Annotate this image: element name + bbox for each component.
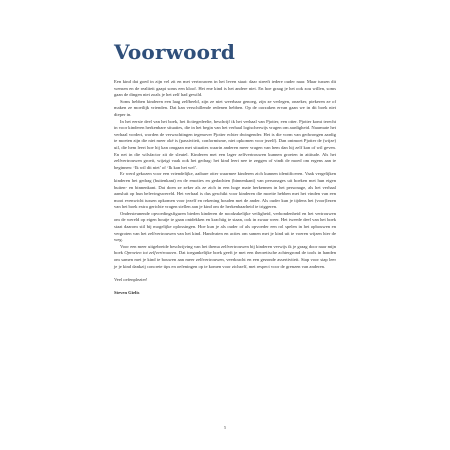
paragraph-3: In het eerste deel van het boek, het fictiegedeelte, beschrijf ik het verhaal van Pjotter, een otter. Pjotter komt terecht in voor kinderen herkenbare situaties, die in het begin van het verhaal logischerwijs vragen om aardigheid. Naarmate het verhaal vordert, worden de verwachtingen tegenover Pjotter echter dwingender. Het is die vorm van gedwongen aardig te moeten zijn die niet meer oké is (passiviteit, conformisme, niet opkomen voor jezelf). Dan ontmoet Pjotter de (wijze) uil, die hem leert hoe hij kan omgaan met situaties waarin anderen meer vragen van hem dan hij zelf kan of wil geven. En net in die wilsfactor zit de sleutel. Kinderen met een lager zelfvertrouwen kunnen groeien in attitude. Als het zelfvertrouwen groeit, wijzigt vaak ook het gedrag: het kind leert nee te zeggen of vindt de moed om ergens aan te beginnen: ‘Ik wil dit niet’ of ‘Ik kan het wel’. [114,118,336,170]
author-signature: Steven Gielis [114,290,140,295]
paragraph-4: Er werd gekozen voor een vriendelijke, aaibare otter waarmee kinderen zich kunnen identificeren. Vaak vergelijken kinderen het gedrag (buitenkant) en de emoties en gedachten (binnenkant) van personages uit boeken met hun eigen buiten- en binnenkant. Dat doen ze zeker als ze zich in een hoge mate herkennen in het personage, als het verhaal aansluit op hun belevingswereld. Het verhaal is dus geschikt voor kinderen die moeite hebben met het vinden van een mooi evenwicht tussen opkomen voor jezelf en rekening houden met de ander. Als ouder kun je tijdens het (voor)lezen van het boek extra gerichte vragen stellen aan je kind om de herkenbaarheid te triggeren. [114,171,336,210]
book-title-reference: Oproeien tot zelfvertrouwen [124,250,177,256]
closing-line: Veel oefenplezier! [114,276,148,282]
paragraph-6 [114,244,336,270]
paragraph-5: Ondersteunende opvoedingsfiguren bieden kinderen de noodzakelijke veiligheid, verbondenheid en het vertrouwen om de wereld op eigen houtje te gaan ontdekken en krachtig te staan, ook in zwaar weer. Het tweede deel van het boek staat daarom stil bij mogelijke oplossingen. Hoe kun je als ouder of als opvoeder een rol spelen in het opbouwen en vergroten van het zelfvertrouwen van het kind. Handvaten en acties om samen met je kind uit te voeren wijzen hier de weg. [114,210,336,243]
page-number: 5 [223,425,227,430]
paragraph-1: Een kind dat goed in zijn vel zit en met vertrouwen in het leven staat: daar streeft iedere ouder naar. Maar tussen dit wensen en de realiteit gaapt soms een kloof. Het ene kind is het andere niet. En hoe graag je het ook zou willen, soms gaan de dingen niet zoals je het zelf had gewild. [114,79,336,98]
paragraph-2: Soms hebben kinderen een laag zelfbeeld, zijn ze niet weerbaar genoeg, zijn ze verlegen, onzeker, piekeren ze of maken ze moeilijk vrienden. Dat kan verschillende redenen hebben. Op de oorzaken ervan gaan we in dit boek niet dieper in. [114,98,336,117]
foreword-body [114,79,336,297]
page-title: Voorwoord [114,40,236,64]
paragraph-6-text: Voor een meer uitgebreide beschrijving van het thema zelfvertrouwen bij kinderen verwijs ik je graag door naar mijn boek Oproeien tot zelfvertrouwen. Dat toegankelijke boek geeft je met een theoretische achtergrond de tools in handen om samen met je kind te bouwen aan meer zelfvertrouwen, veerkracht en een gezonde assertiviteit. Stap voor stap leer je je kind dankzij concrete tips en oefeningen op te komen voor zichzelf, met respect voor de grenzen van anderen. [114,243,336,269]
